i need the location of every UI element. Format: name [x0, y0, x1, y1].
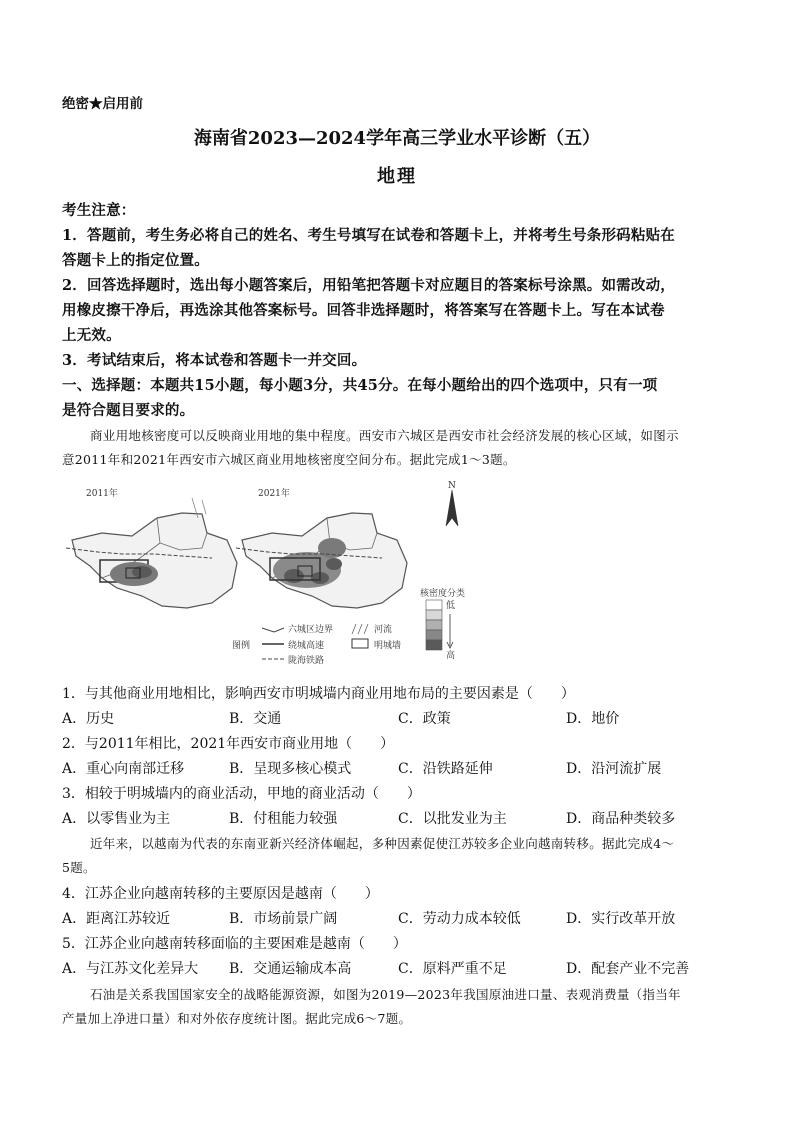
river-legend-icon [352, 624, 368, 634]
notice-item-2b: 用橡皮擦干净后，再选涂其他答案标号。回答非选择题时，将答案写在答题卡上。写在本试卷 [62, 302, 665, 319]
q2-option-c[interactable]: C．沿铁路延伸 [398, 761, 493, 777]
q5-stem: 5．江苏企业向越南转移面临的主要困难是越南（ ） [62, 936, 407, 952]
subject-title: 地理 [377, 166, 417, 187]
q5-option-a[interactable]: A．与江苏文化差异大 [62, 961, 199, 977]
legend-title: 图例 [232, 641, 251, 651]
section1-line1: 一、选择题：本题共15小题，每小题3分，共45分。在每小题给出的四个选项中，只有一项 [62, 377, 658, 394]
q2-option-b[interactable]: B．呈现多核心模式 [229, 761, 352, 777]
q1-option-b[interactable]: B．交通 [229, 711, 282, 727]
city-wall-legend-icon [352, 639, 368, 648]
density-high-label: 高 [446, 651, 456, 661]
legend-boundary: 六城区边界 [288, 625, 334, 635]
q3-option-c[interactable]: C．以批发业为主 [398, 811, 507, 827]
density-legend [420, 587, 465, 661]
notice-item-2a: 2．回答选择题时，选出每小题答案后，用铅笔把答题卡对应题目的答案标号涂黑。如需改动， [62, 277, 675, 294]
secret-label: 绝密★启用前 [62, 96, 143, 112]
map-legend [232, 623, 401, 666]
q2-option-d[interactable]: D．沿河流扩展 [566, 761, 662, 777]
map-2011-label: 2011年 [86, 489, 118, 499]
q1-option-c[interactable]: C．政策 [398, 711, 451, 727]
passage1-line2: 意2011年和2021年西安市六城区商业用地核密度空间分布。据此完成1～3题。 [62, 452, 516, 467]
q4-stem: 4．江苏企业向越南转移的主要原因是越南（ ） [62, 886, 379, 902]
notice-item-1b: 答题卡上的指定位置。 [62, 252, 209, 269]
map-2011 [66, 487, 237, 608]
q2-option-a[interactable]: A．重心向南部迁移 [62, 761, 185, 777]
section1-line2: 是符合题目要求的。 [62, 402, 195, 419]
notice-heading: 考生注意： [62, 202, 136, 219]
notice-item-2c: 上无效。 [62, 327, 121, 344]
q3-option-d[interactable]: D．商品种类较多 [566, 811, 676, 827]
legend-wall: 明城墙 [374, 641, 402, 651]
q1-stem: 1．与其他商业用地相比，影响西安市明城墙内商业用地布局的主要因素是（ ） [62, 686, 575, 702]
boundary-legend-icon [262, 628, 284, 632]
density-legend-title: 核密度分类 [420, 589, 466, 599]
q4-option-d[interactable]: D．实行改革开放 [566, 911, 676, 927]
map-2021-label: 2021年 [258, 489, 290, 499]
commercial-density-map-figure [62, 478, 492, 678]
density-arrow-icon [447, 614, 453, 648]
q4-option-c[interactable]: C．劳动力成本较低 [398, 911, 521, 927]
map-2011-boundary [72, 513, 237, 608]
q4-option-b[interactable]: B．市场前景广阔 [229, 911, 338, 927]
q5-option-c[interactable]: C．原料严重不足 [398, 961, 507, 977]
legend-river: 河流 [374, 625, 393, 635]
map-2021-density-core-east [326, 558, 342, 570]
passage2-line2: 5题。 [62, 860, 96, 875]
legend-rail: 陇海铁路 [288, 656, 325, 666]
q3-option-a[interactable]: A．以零售业为主 [62, 811, 171, 827]
exam-title: 海南省2023—2024学年高三学业水平诊断（五） [193, 128, 601, 149]
q3-option-b[interactable]: B．付租能力较强 [229, 811, 338, 827]
q1-option-d[interactable]: D．地价 [566, 711, 620, 727]
notice-item-3: 3．考试结束后，将本试卷和答题卡一并交回。 [62, 352, 367, 369]
north-arrow-icon [446, 481, 458, 526]
passage3-line2: 产量加上净进口量）和对外依存度统计图。据此完成6～7题。 [62, 1011, 412, 1026]
north-label: N [448, 481, 456, 491]
notice-item-1a: 1．答题前，考生务必将自己的姓名、考生号填写在试卷和答题卡上，并将考生号条形码粘贴在 [62, 227, 675, 244]
q2-stem: 2．与2011年相比，2021年西安市商业用地（ ） [62, 736, 395, 752]
q5-option-d[interactable]: D．配套产业不完善 [566, 961, 690, 977]
passage2-line1: 近年来，以越南为代表的东南亚新兴经济体崛起，多种因素促使江苏较多企业向越南转移。据此完成4～ [90, 836, 675, 851]
density-low-label: 低 [446, 601, 456, 611]
q5-option-b[interactable]: B．交通运输成本高 [229, 961, 352, 977]
q3-stem: 3．相较于明城墙内的商业活动，甲地的商业活动（ ） [62, 786, 421, 802]
map-2021 [236, 487, 407, 608]
passage3-line1: 石油是关系我国国家安全的战略能源资源，如图为2019—2023年我国原油进口量、表观消费量（指当年 [90, 987, 681, 1002]
q1-option-a[interactable]: A．历史 [62, 711, 115, 727]
q4-option-a[interactable]: A．距离江苏较近 [62, 911, 171, 927]
legend-ring: 绕城高速 [288, 641, 325, 651]
passage1-line1: 商业用地核密度可以反映商业用地的集中程度。西安市六城区是西安市社会经济发展的核心区域，如图示 [90, 428, 679, 443]
